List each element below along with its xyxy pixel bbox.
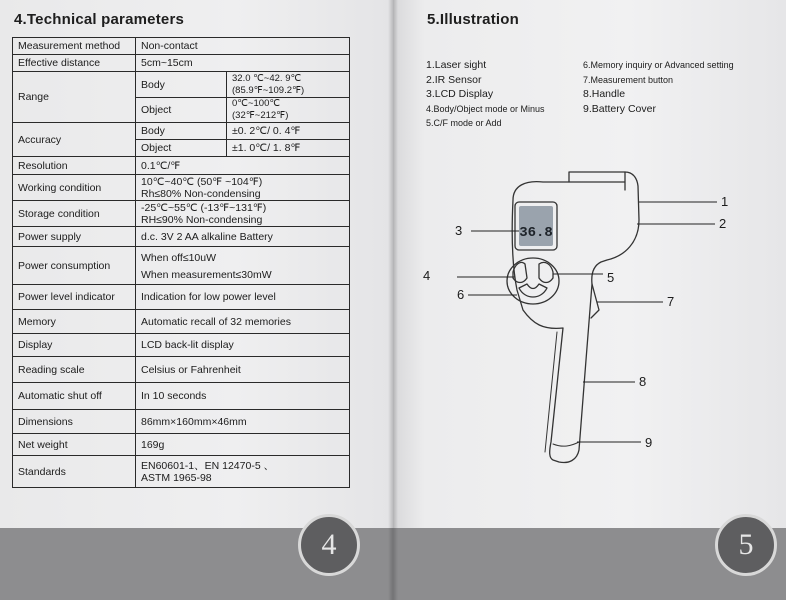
- table-row: [13, 55, 350, 72]
- row-label: Accuracy: [13, 123, 136, 157]
- value-line: 10℃~40℃ (50℉ ~104℉): [141, 175, 263, 188]
- right-page: [393, 0, 786, 600]
- battery-cover-line: [553, 442, 579, 446]
- table-row: [13, 456, 350, 488]
- bottom-button-outline: [519, 284, 547, 297]
- value-line: -25℃~55℃ (-13℉~131℉): [141, 201, 267, 214]
- lcd-reading: 36.8: [519, 225, 553, 241]
- body-accuracy-value: ±0. 2℃/ 0. 4℉: [227, 123, 350, 140]
- row-value: [136, 201, 350, 227]
- row-value: In 10 seconds: [136, 383, 350, 410]
- callout-8: 8: [639, 374, 647, 389]
- value-line: EN60601-1、EN 12470-5 、: [141, 459, 275, 472]
- body-sublabel: Body: [136, 72, 227, 98]
- row-label: Storage condition: [13, 201, 136, 227]
- table-row: [13, 227, 350, 247]
- row-label: Reading scale: [13, 357, 136, 383]
- table-row: [13, 123, 350, 140]
- value-line: (85.9℉~109.2℉): [232, 84, 305, 96]
- callout-9: 9: [645, 435, 653, 450]
- value-line: 0℃~100℃: [232, 98, 281, 109]
- row-label: Automatic shut off: [13, 383, 136, 410]
- callout-4: 4: [423, 268, 431, 283]
- value-line: When measurement≤30mW: [141, 269, 272, 281]
- row-value: Automatic recall of 32 memories: [136, 310, 350, 334]
- body-range-value: [227, 72, 350, 98]
- legend-item: 4.Body/Object mode or Minus: [426, 103, 545, 114]
- legend-item: 2.IR Sensor: [426, 73, 482, 86]
- legend-item: 7.Measurement button: [583, 74, 674, 85]
- row-label: Standards: [13, 456, 136, 488]
- technical-parameters-table: [12, 37, 350, 488]
- row-value: 5cm~15cm: [136, 55, 350, 72]
- thermometer-diagram: [393, 160, 786, 500]
- row-value: 0.1℃/℉: [136, 157, 350, 175]
- row-label: Memory: [13, 310, 136, 334]
- callout-7: 7: [667, 294, 675, 309]
- table-row: [13, 72, 350, 98]
- row-value: [136, 247, 350, 285]
- row-value: d.c. 3V 2 AA alkaline Battery: [136, 227, 350, 247]
- callout-1: 1: [721, 194, 729, 209]
- legend-item: 3.LCD Display: [426, 88, 494, 100]
- table-row: [13, 334, 350, 357]
- row-label: Power supply: [13, 227, 136, 247]
- page-number-badge: 4: [298, 514, 360, 576]
- callout-2: 2: [719, 216, 727, 231]
- table-row: [13, 285, 350, 310]
- row-value: 169g: [136, 434, 350, 456]
- object-range-value: [227, 98, 350, 123]
- row-value: [136, 456, 350, 488]
- row-label: Power consumption: [13, 247, 136, 285]
- illustration-title: 5.Illustration: [427, 11, 519, 28]
- table-row: [13, 383, 350, 410]
- callout-6: 6: [457, 287, 465, 302]
- table-row: [13, 175, 350, 201]
- table-row: [13, 247, 350, 285]
- value-line: (32℉~212℉): [232, 110, 289, 121]
- row-value: [136, 175, 350, 201]
- legend-item: 8.Handle: [583, 88, 626, 100]
- row-label: Net weight: [13, 434, 136, 456]
- table-row: [13, 310, 350, 334]
- row-value: 86mm×160mm×46mm: [136, 410, 350, 434]
- row-value: Non-contact: [136, 38, 350, 55]
- row-label: Range: [13, 72, 136, 123]
- row-label: Measurement method: [13, 38, 136, 55]
- value-line: ASTM 1965-98: [141, 471, 212, 484]
- body-sublabel: Body: [136, 123, 227, 140]
- table-row: [13, 38, 350, 55]
- technical-parameters-title: 4.Technical parameters: [14, 11, 185, 28]
- row-label: Display: [13, 334, 136, 357]
- laser-sight-outline: [569, 172, 625, 190]
- value-line: When off≤10uW: [141, 252, 217, 264]
- row-label: Resolution: [13, 157, 136, 175]
- callout-5: 5: [607, 270, 615, 285]
- row-value: Celsius or Fahrenheit: [136, 357, 350, 383]
- row-label: Working condition: [13, 175, 136, 201]
- callout-3: 3: [455, 223, 463, 238]
- row-value: LCD back-lit display: [136, 334, 350, 357]
- value-line: RH≤90% Non-condensing: [141, 213, 263, 226]
- table-row: [13, 157, 350, 175]
- row-value: Indication for low power level: [136, 285, 350, 310]
- row-label: Power level indicator: [13, 285, 136, 310]
- value-line: 32.0 ℃~42. 9℃: [232, 72, 302, 84]
- table-row: [13, 201, 350, 227]
- page-number-badge: 5: [715, 514, 777, 576]
- right-button-outline: [539, 262, 553, 282]
- book-gutter: [388, 0, 398, 600]
- row-label: Dimensions: [13, 410, 136, 434]
- row-label: Effective distance: [13, 55, 136, 72]
- table-row: [13, 357, 350, 383]
- object-sublabel: Object: [136, 98, 227, 123]
- value-line: Rh≤80% Non-condensing: [141, 187, 261, 200]
- object-accuracy-value: ±1. 0℃/ 1. 8℉: [227, 140, 350, 157]
- legend-column-right: [583, 58, 734, 116]
- legend-item: 5.C/F mode or Add: [426, 118, 502, 128]
- legend-item: 9.Battery Cover: [583, 102, 656, 115]
- handle-inner-line: [545, 332, 557, 452]
- object-sublabel: Object: [136, 140, 227, 157]
- table-row: [13, 434, 350, 456]
- legend-item: 6.Memory inquiry or Advanced setting: [583, 60, 734, 70]
- legend-column-left: [426, 58, 545, 131]
- legend-item: 1.Laser sight: [426, 59, 487, 71]
- table-row: [13, 410, 350, 434]
